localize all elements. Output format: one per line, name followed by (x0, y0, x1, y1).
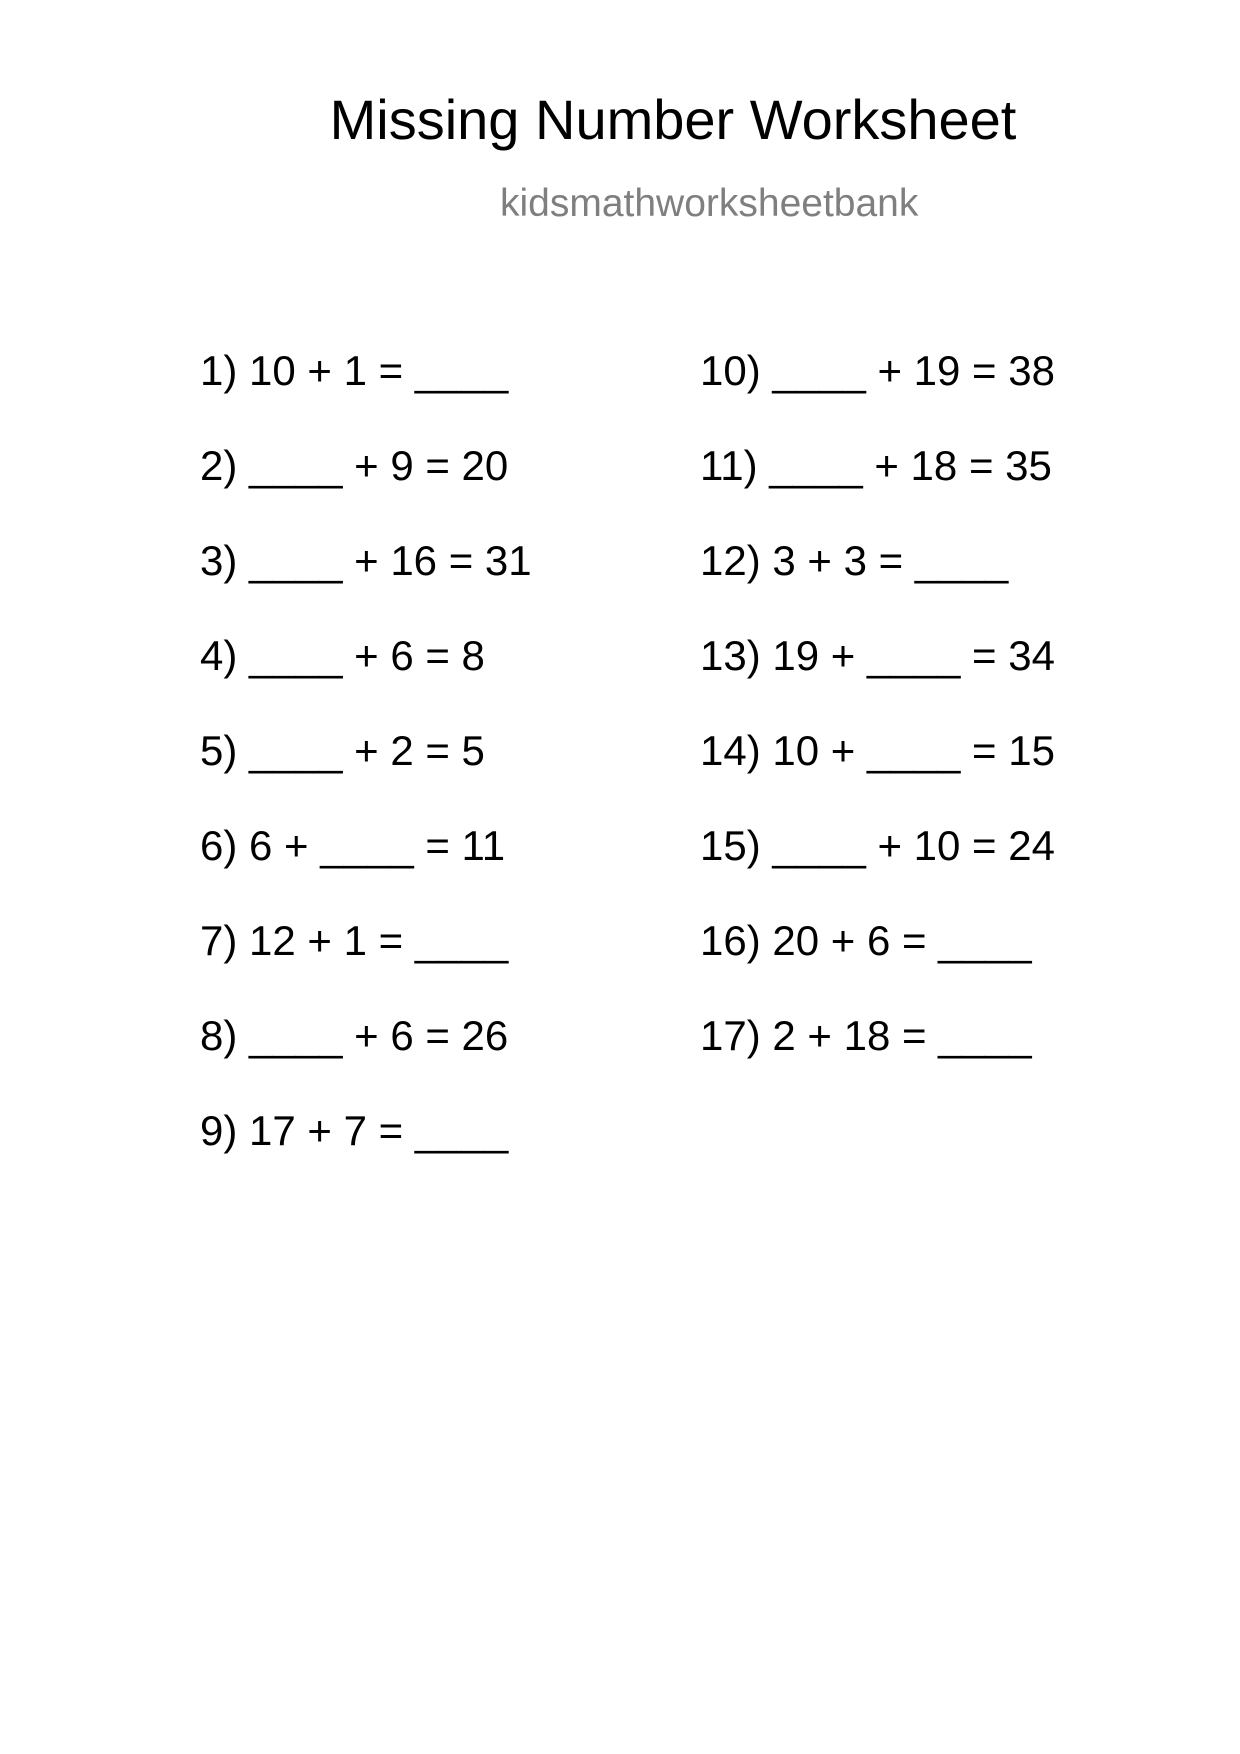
problems-left-column (200, 347, 532, 1205)
page-title (0, 88, 1240, 151)
problem-2: 2) ____ + 9 = 20 (200, 442, 509, 489)
problem-15: 15) ____ + 10 = 24 (700, 822, 1055, 869)
problem-13: 13) 19 + ____ = 34 (700, 632, 1055, 679)
problem-16: 16) 20 + 6 = ____ (700, 917, 1032, 964)
problem-11: 11) ____ + 18 = 35 (700, 442, 1052, 489)
problem-7: 7) 12 + 1 = ____ (200, 917, 509, 964)
problem-1: 1) 10 + 1 = ____ (200, 347, 509, 394)
problem-5: 5) ____ + 2 = 5 (200, 727, 485, 774)
title-text: Missing Number Worksheet (329, 88, 1017, 151)
problem-10: 10) ____ + 19 = 38 (700, 347, 1055, 394)
problem-4: 4) ____ + 6 = 8 (200, 632, 485, 679)
problems-right-column (700, 347, 1055, 1110)
problem-14: 14) 10 + ____ = 15 (700, 727, 1055, 774)
problem-3: 3) ____ + 16 = 31 (200, 537, 532, 584)
problem-12: 12) 3 + 3 = ____ (700, 537, 1009, 584)
problem-17: 17) 2 + 18 = ____ (700, 1012, 1032, 1059)
problem-6: 6) 6 + ____ = 11 (200, 822, 506, 869)
problem-9: 9) 17 + 7 = ____ (200, 1107, 509, 1154)
site-name: kidsmathworksheetbank (500, 182, 919, 225)
problem-8: 8) ____ + 6 = 26 (200, 1012, 509, 1059)
